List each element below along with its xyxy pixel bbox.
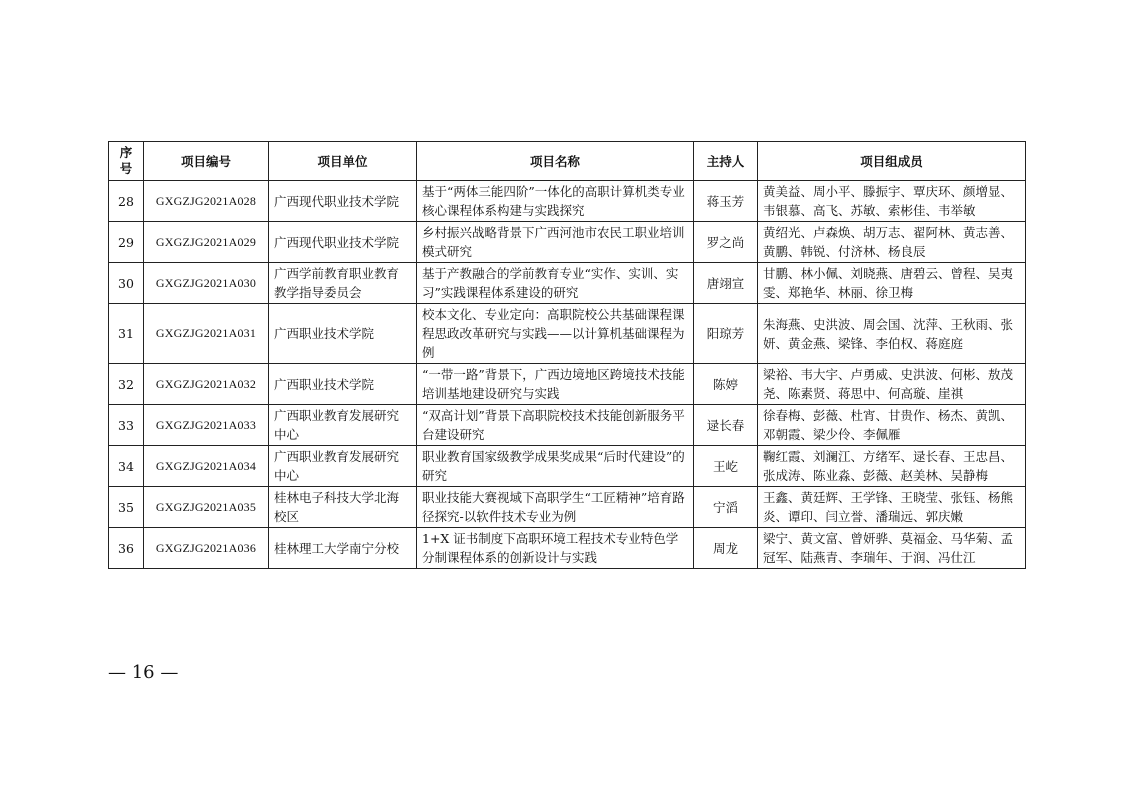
cell-seq: 34 xyxy=(109,446,144,487)
cell-name: 职业教育国家级教学成果奖成果“后时代建设”的研究 xyxy=(417,446,694,487)
cell-code: GXGZJG2021A031 xyxy=(144,304,269,364)
cell-host: 蒋玉芳 xyxy=(694,181,758,222)
table-row xyxy=(109,181,1026,222)
table-row xyxy=(109,304,1026,364)
cell-name: 基于产教融合的学前教育专业“实作、实训、实习”实践课程体系建设的研究 xyxy=(417,263,694,304)
table-row xyxy=(109,263,1026,304)
header-unit: 项目单位 xyxy=(269,142,417,181)
cell-host: 陈婷 xyxy=(694,364,758,405)
cell-unit: 广西职业技术学院 xyxy=(269,304,417,364)
cell-name: 乡村振兴战略背景下广西河池市农民工职业培训模式研究 xyxy=(417,222,694,263)
table-row xyxy=(109,487,1026,528)
header-name: 项目名称 xyxy=(417,142,694,181)
table-header-row xyxy=(109,142,1026,181)
table-row xyxy=(109,364,1026,405)
cell-code: GXGZJG2021A028 xyxy=(144,181,269,222)
cell-unit: 广西职业技术学院 xyxy=(269,364,417,405)
cell-name: “双高计划”背景下高职院校技术技能创新服务平台建设研究 xyxy=(417,405,694,446)
cell-host: 王屹 xyxy=(694,446,758,487)
cell-host: 罗之尚 xyxy=(694,222,758,263)
cell-unit: 广西现代职业技术学院 xyxy=(269,222,417,263)
cell-members: 黄绍光、卢森焕、胡万志、翟阿林、黄志善、黄鹏、韩锐、付济林、杨良辰 xyxy=(758,222,1026,263)
project-table xyxy=(108,141,1026,569)
cell-members: 鞠红霞、刘澜江、方绪军、逯长春、王忠昌、张成涛、陈业淼、彭薇、赵美林、吴静梅 xyxy=(758,446,1026,487)
table-row xyxy=(109,222,1026,263)
table-row xyxy=(109,446,1026,487)
header-seq xyxy=(109,142,144,181)
cell-code: GXGZJG2021A029 xyxy=(144,222,269,263)
header-code: 项目编号 xyxy=(144,142,269,181)
cell-members: 朱海燕、史洪波、周会国、沈萍、王秋雨、张妍、黄金燕、梁锋、李伯权、蒋庭庭 xyxy=(758,304,1026,364)
cell-name: “一带一路”背景下，广西边境地区跨境技术技能培训基地建设研究与实践 xyxy=(417,364,694,405)
cell-host: 周龙 xyxy=(694,528,758,569)
cell-code: GXGZJG2021A033 xyxy=(144,405,269,446)
cell-unit: 广西职业教育发展研究中心 xyxy=(269,405,417,446)
cell-seq: 28 xyxy=(109,181,144,222)
cell-seq: 33 xyxy=(109,405,144,446)
cell-members: 王鑫、黄廷辉、王学锋、王晓莹、张钰、杨熊炎、谭印、闫立誉、潘瑞远、郭庆嫩 xyxy=(758,487,1026,528)
cell-unit: 桂林电子科技大学北海校区 xyxy=(269,487,417,528)
cell-host: 阳琼芳 xyxy=(694,304,758,364)
cell-seq: 29 xyxy=(109,222,144,263)
cell-seq: 32 xyxy=(109,364,144,405)
cell-members: 黄美益、周小平、滕振宇、覃庆环、颜增显、韦银慕、高飞、苏敏、索彬佳、韦举敏 xyxy=(758,181,1026,222)
table-row xyxy=(109,528,1026,569)
table-row xyxy=(109,405,1026,446)
page-number: — 16 — xyxy=(108,662,179,683)
cell-seq: 36 xyxy=(109,528,144,569)
cell-name: 职业技能大赛视域下高职学生“工匠精神”培育路径探究-以软件技术专业为例 xyxy=(417,487,694,528)
cell-unit: 广西职业教育发展研究中心 xyxy=(269,446,417,487)
cell-code: GXGZJG2021A034 xyxy=(144,446,269,487)
cell-name: 校本文化、专业定向：高职院校公共基础课程课程思政改革研究与实践——以计算机基础课程为例 xyxy=(417,304,694,364)
cell-unit: 广西学前教育职业教育教学指导委员会 xyxy=(269,263,417,304)
header-host: 主持人 xyxy=(694,142,758,181)
cell-code: GXGZJG2021A032 xyxy=(144,364,269,405)
cell-host: 宁滔 xyxy=(694,487,758,528)
cell-host: 逯长春 xyxy=(694,405,758,446)
cell-seq: 35 xyxy=(109,487,144,528)
cell-members: 徐春梅、彭薇、杜宵、甘贵作、杨杰、黄凯、邓朝霞、梁少伶、李佩雁 xyxy=(758,405,1026,446)
cell-code: GXGZJG2021A035 xyxy=(144,487,269,528)
cell-members: 梁裕、韦大宇、卢勇威、史洪波、何彬、敖茂尧、陈素贤、蒋思中、何高璇、崖祺 xyxy=(758,364,1026,405)
header-members: 项目组成员 xyxy=(758,142,1026,181)
cell-name: 基于“两体三能四阶”一体化的高职计算机类专业核心课程体系构建与实践探究 xyxy=(417,181,694,222)
cell-unit: 桂林理工大学南宁分校 xyxy=(269,528,417,569)
header-seq-label: 序号 xyxy=(119,145,133,176)
cell-unit: 广西现代职业技术学院 xyxy=(269,181,417,222)
cell-seq: 30 xyxy=(109,263,144,304)
cell-code: GXGZJG2021A030 xyxy=(144,263,269,304)
cell-code: GXGZJG2021A036 xyxy=(144,528,269,569)
cell-seq: 31 xyxy=(109,304,144,364)
cell-host: 唐翊宣 xyxy=(694,263,758,304)
cell-name: 1+X 证书制度下高职环境工程技术专业特色学分制课程体系的创新设计与实践 xyxy=(417,528,694,569)
cell-members: 梁宁、黄文富、曾妍骅、莫福金、马华菊、孟冠军、陆燕青、李瑞年、于润、冯仕江 xyxy=(758,528,1026,569)
cell-members: 甘鹏、林小佩、刘晓燕、唐碧云、曾程、吴夷雯、郑艳华、林丽、徐卫梅 xyxy=(758,263,1026,304)
